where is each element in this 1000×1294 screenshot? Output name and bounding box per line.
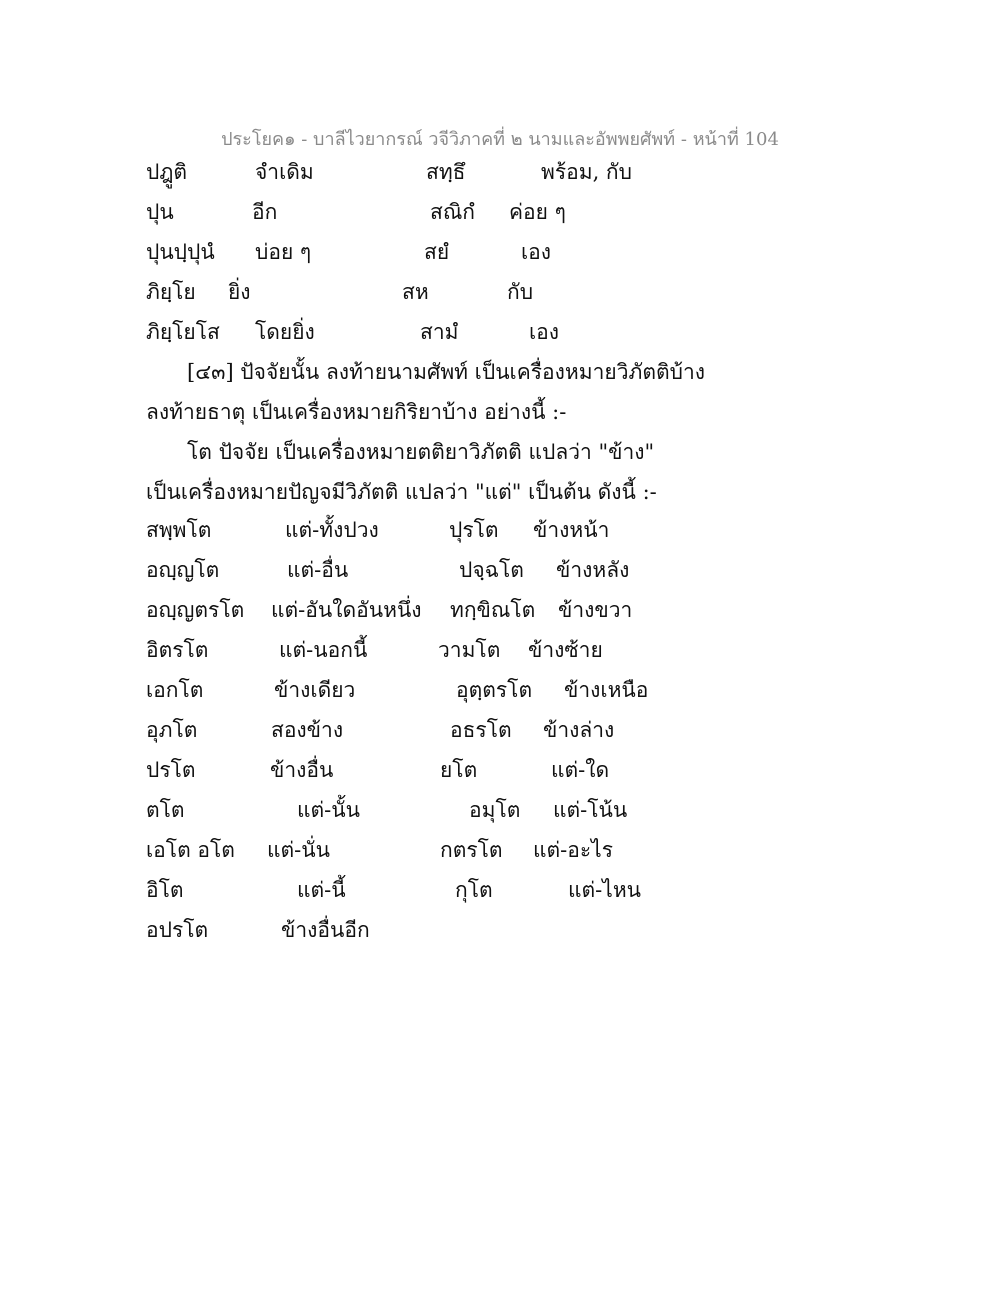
term-cell: สทฺธึ	[426, 160, 466, 184]
term-cell: ปุน	[146, 200, 174, 224]
meaning-cell: แต่-นอกนี้	[279, 638, 368, 662]
term-cell: ปฎูติ	[146, 160, 188, 184]
table-row	[0, 913, 1000, 947]
meaning-cell: ข้างล่าง	[543, 718, 615, 742]
term-cell: กุโต	[455, 878, 493, 902]
paragraph-line: ลงท้ายธาตุ เป็นเครื่องหมายกิริยาบ้าง อย่างนี้ :-	[146, 400, 567, 424]
meaning-cell: ข้างขวา	[558, 598, 633, 622]
term-cell: กตรโต	[440, 838, 503, 862]
table-row	[0, 873, 1000, 907]
term-cell: ปจฺฉโต	[459, 558, 524, 582]
term-cell: อุตฺตรโต	[456, 678, 533, 702]
meaning-cell: เอง	[529, 320, 560, 344]
term-cell: อมุโต	[469, 798, 521, 822]
term-cell: ปรโต	[146, 758, 196, 782]
meaning-cell: แต่-โน้น	[553, 798, 628, 822]
meaning-cell: จำเดิม	[255, 160, 314, 184]
table-row	[0, 195, 1000, 229]
term-cell: ภิยฺโยโส	[146, 320, 220, 344]
meaning-cell: แต่-อันใดอันหนึ่ง	[271, 598, 422, 622]
term-cell: อุภโต	[146, 718, 198, 742]
meaning-cell: ข้างเดียว	[274, 678, 356, 702]
term-cell: อญฺญตรโต	[146, 598, 245, 622]
term-cell: ตโต	[146, 798, 185, 822]
meaning-cell: เอง	[521, 240, 552, 264]
term-cell: ปุรโต	[449, 518, 499, 542]
term-cell: สามํ	[420, 320, 459, 344]
meaning-cell: แต่-ใด	[551, 758, 610, 782]
term-cell: อิตรโต	[146, 638, 209, 662]
term-cell: อิโต	[146, 878, 184, 902]
table-row	[0, 275, 1000, 309]
meaning-cell: ข้างอื่นอีก	[281, 918, 370, 942]
term-cell: ยโต	[440, 758, 478, 782]
table-row	[0, 793, 1000, 827]
table-row	[0, 833, 1000, 867]
table-row	[0, 235, 1000, 269]
table-row	[0, 673, 1000, 707]
meaning-cell: ข้างเหนือ	[564, 678, 649, 702]
meaning-cell: ข้างอื่น	[270, 758, 334, 782]
term-cell: ทกฺขิณโต	[450, 598, 536, 622]
term-cell: สณิกํ	[430, 200, 476, 224]
table-row	[0, 633, 1000, 667]
term-cell: สห	[402, 280, 429, 304]
meaning-cell: ข้างหลัง	[556, 558, 630, 582]
meaning-cell: ค่อย ๆ	[509, 200, 566, 224]
meaning-cell: อีก	[252, 200, 278, 224]
meaning-cell: แต่-ไหน	[568, 878, 642, 902]
meaning-cell: บ่อย ๆ	[255, 240, 312, 264]
term-cell: อญฺญโต	[146, 558, 220, 582]
term-cell: ปุนปฺปุนํ	[146, 240, 215, 264]
term-cell: สพฺพโต	[146, 518, 212, 542]
meaning-cell: สองข้าง	[271, 718, 344, 742]
meaning-cell: กับ	[507, 280, 534, 304]
paragraph-line: [๔๓] ปัจจัยนั้น ลงท้ายนามศัพท์ เป็นเครื่องหมายวิภัตติบ้าง	[187, 360, 705, 384]
table-row	[0, 593, 1000, 627]
table-row	[0, 713, 1000, 747]
meaning-cell: แต่-อะไร	[533, 838, 614, 862]
meaning-cell: แต่-ทั้งปวง	[285, 518, 379, 542]
paragraph-line: เป็นเครื่องหมายปัญจมีวิภัตติ แปลว่า "แต่" เป็นต้น ดังนี้ :-	[146, 480, 657, 504]
table-row	[0, 513, 1000, 547]
term-cell: อปรโต	[146, 918, 209, 942]
meaning-cell: โดยยิ่ง	[255, 320, 315, 344]
meaning-cell: แต่-นี้	[297, 878, 346, 902]
term-cell: เอโต อโต	[146, 838, 235, 862]
term-cell: อธรโต	[450, 718, 512, 742]
meaning-cell: ยิ่ง	[228, 280, 251, 304]
table-row	[0, 155, 1000, 189]
paragraph-line: โต ปัจจัย เป็นเครื่องหมายตติยาวิภัตติ แปลว่า "ข้าง"	[187, 440, 655, 464]
term-cell: เอกโต	[146, 678, 204, 702]
term-cell: วามโต	[438, 638, 501, 662]
table-row	[0, 753, 1000, 787]
meaning-cell: แต่-นั้น	[297, 798, 360, 822]
meaning-cell: ข้างซ้าย	[528, 638, 603, 662]
meaning-cell: แต่-นั่น	[267, 838, 330, 862]
page-header: ประโยค๑ - บาลีไวยากรณ์ วจีวิภาคที่ ๒ นามและอัพพยศัพท์ - หน้าที่ 104	[221, 129, 779, 150]
meaning-cell: แต่-อื่น	[287, 558, 349, 582]
meaning-cell: พร้อม, กับ	[541, 160, 632, 184]
term-cell: สยํ	[424, 240, 450, 264]
meaning-cell: ข้างหน้า	[533, 518, 610, 542]
table-row	[0, 315, 1000, 349]
term-cell: ภิยฺโย	[146, 280, 196, 304]
table-row	[0, 553, 1000, 587]
